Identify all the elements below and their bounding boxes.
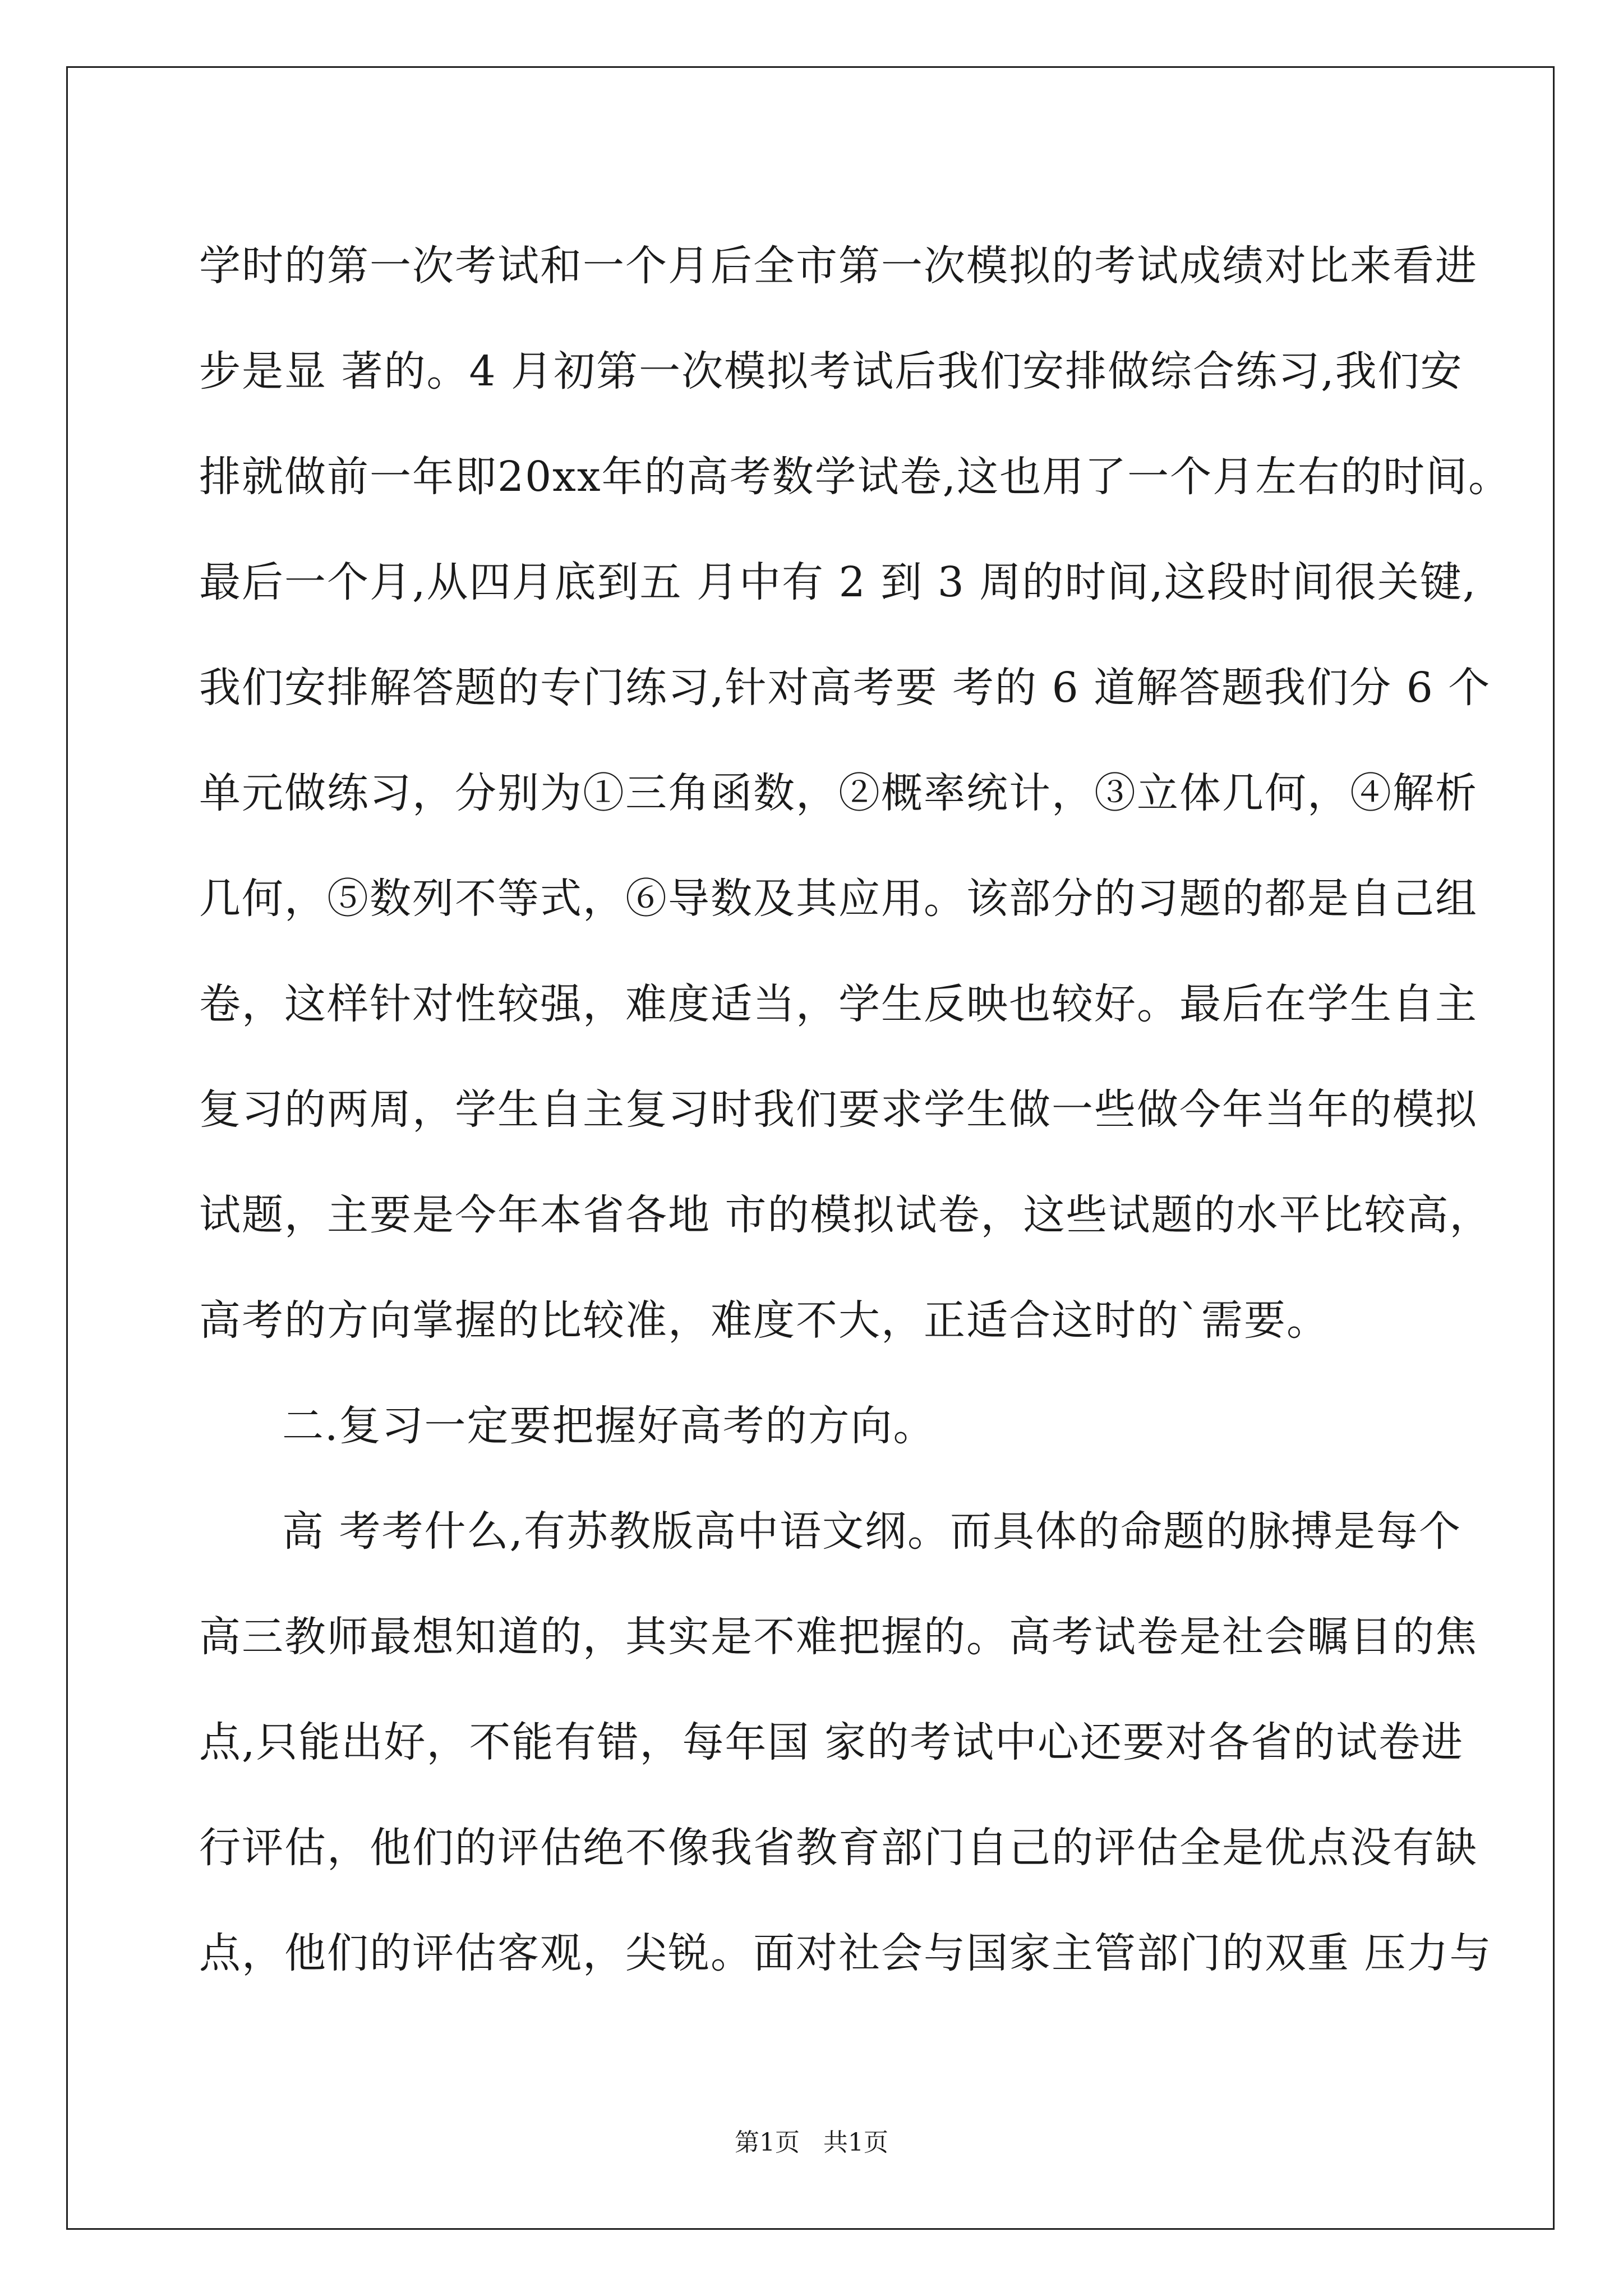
text-line-2: 步是显 著的。4 月初第一次模拟考试后我们安排做综合练习,我们安 xyxy=(199,347,1463,395)
text-line-4: 最后一个月,从四月底到五 月中有 2 到 3 周的时间,这段时间很关键, xyxy=(199,558,1477,606)
text-line-3: 排就做前一年即20xx年的高考数学试卷,这也用了一个月左右的时间。 xyxy=(199,453,1511,501)
text-line-1: 学时的第一次考试和一个月后全市第一次模拟的考试成绩对比来看进 xyxy=(199,242,1478,290)
text-line-14: 高三教师最想知道的，其实是不难把握的。高考试卷是社会瞩目的焦 xyxy=(199,1613,1478,1661)
text-line-10: 试题，主要是今年本省各地 市的模拟试卷，这些试题的水平比较高， xyxy=(199,1191,1492,1239)
page-number-footer: 第1页 共1页 xyxy=(735,2128,888,2157)
text-line-7: 几何，⑤数列不等式，⑥导数及其应用。该部分的习题的都是自己组 xyxy=(199,875,1478,923)
text-line-13: 高 考考什么,有苏教版高中语文纲。而具体的命题的脉搏是每个 xyxy=(282,1507,1462,1556)
document-body xyxy=(199,213,1511,2006)
text-line-16: 行评估，他们的评估绝不像我省教育部门自己的评估全是优点没有缺 xyxy=(199,1824,1478,1872)
text-line-5: 我们安排解答题的专门练习,针对高考要 考的 6 道解答题我们分 6 个 xyxy=(199,664,1491,712)
text-line-17: 点，他们的评估客观，尖锐。面对社会与国家主管部门的双重 压力与 xyxy=(199,1929,1492,1977)
text-line-11: 高考的方向掌握的比较准，难度不大，正适合这时的`需要。 xyxy=(199,1296,1329,1345)
text-line-15: 点,只能出好，不能有错，每年国 家的考试中心还要对各省的试卷进 xyxy=(199,1718,1464,1766)
text-line-9: 复习的两周，学生自主复习时我们要求学生做一些做今年当年的模拟 xyxy=(199,1085,1478,1134)
text-line-6: 单元做练习，分别为①三角函数，②概率统计，③立体几何，④解析 xyxy=(199,769,1478,817)
text-line-8: 卷，这样针对性较强，难度适当，学生反映也较好。最后在学生自主 xyxy=(199,980,1478,1028)
section-heading: 二.复习一定要把握好高考的方向。 xyxy=(282,1402,936,1450)
